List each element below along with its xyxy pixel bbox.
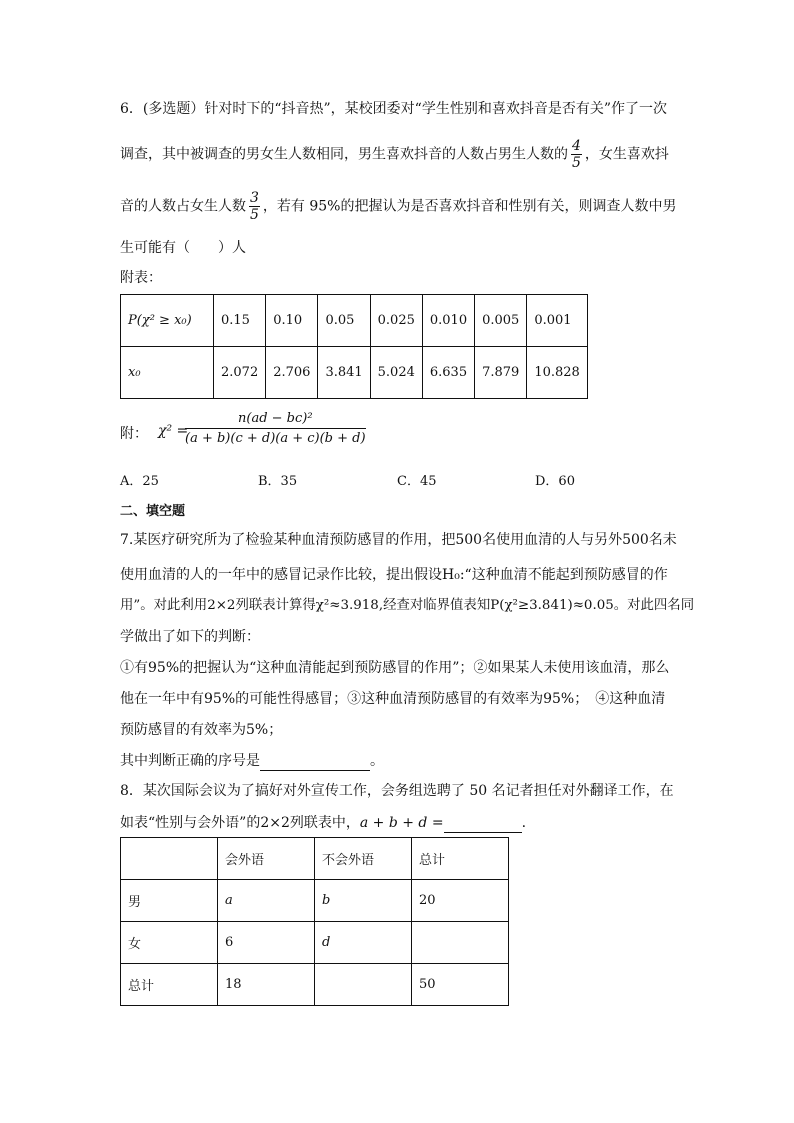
q7-line-8-end: 。	[370, 753, 384, 769]
table-cell: d	[315, 922, 412, 964]
table-cell: 男	[121, 880, 218, 922]
table-cell: 0.001	[527, 295, 588, 347]
q6-line-2a: 调查，其中被调查的男女生人数相同，男生喜欢抖音的人数占男生人数的	[120, 146, 568, 163]
table-cell: b	[315, 880, 412, 922]
q7-line-4: 学做出了如下的判断：	[120, 629, 260, 645]
q7-line-2: 使用血清的人的一年中的感冒记录作比较，提出假设H₀:“这种血清不能起到预防感冒的作	[120, 567, 668, 583]
chi-square-table	[120, 294, 588, 399]
q6-line-2	[120, 138, 669, 171]
table-cell: 会外语	[218, 838, 315, 880]
table-cell: 2.072	[214, 347, 266, 399]
fraction-3-5	[249, 190, 260, 223]
table-row	[121, 964, 509, 1006]
q6-line-3a: 音的人数占女生人数	[120, 198, 246, 215]
table-cell: 总计	[121, 964, 218, 1006]
table-cell: 不会外语	[315, 838, 412, 880]
option-b: B．35	[258, 474, 298, 489]
table-cell: 20	[412, 880, 509, 922]
q6-line-2b: ，女生喜欢抖	[584, 146, 669, 163]
q8-expression: a + b + d =	[359, 815, 444, 831]
q7-line-5: ①有95%的把握认为“这种血清能起到预防感冒的作用”；②如果某人未使用该血清，那么	[120, 660, 670, 676]
table-row	[121, 838, 509, 880]
table-header-label: P(χ² ≥ x₀)	[121, 295, 214, 347]
option-a: A．25	[120, 474, 159, 489]
table-cell: a	[218, 880, 315, 922]
table-cell: 6.635	[422, 347, 474, 399]
q8-line-2	[120, 813, 526, 833]
table-cell: 7.879	[475, 347, 527, 399]
table-cell: 0.15	[214, 295, 266, 347]
frac2-num: 3	[250, 190, 259, 206]
table-cell: 18	[218, 964, 315, 1006]
table-cell: 总计	[412, 838, 509, 880]
table-cell	[121, 838, 218, 880]
table-cell: 0.025	[370, 295, 422, 347]
formula-numerator: n(ad − bc)²	[185, 410, 366, 429]
q7-line-6: 他在一年中有95%的可能性得感冒；③这种血清预防感冒的有效率为95%； ④这种血清	[120, 691, 666, 707]
q6-line-1: 6．(多选题）针对时下的“抖音热”，某校团委对“学生性别和喜欢抖音是否有关”作了一次	[120, 101, 667, 117]
q8-line-2a: 如表“性别与会外语”的2×2列联表中，	[120, 815, 360, 831]
formula-lhs: χ² =	[158, 423, 189, 439]
chi-square-formula	[185, 410, 366, 449]
q8-line-2-end: .	[521, 815, 527, 831]
section-title: 二、填空题	[120, 504, 186, 519]
table-cell: 0.010	[422, 295, 474, 347]
fraction-4-5	[571, 138, 582, 171]
q7-line-8-text: 其中判断正确的序号是	[120, 753, 260, 769]
frac2-den: 5	[250, 207, 259, 223]
frac1-num: 4	[572, 138, 581, 154]
table-cell	[412, 922, 509, 964]
q7-line-7: 预防感冒的有效率为5%；	[120, 722, 283, 738]
table-cell: 2.706	[266, 347, 318, 399]
table-cell: 5.024	[370, 347, 422, 399]
option-c: C．45	[397, 474, 437, 489]
option-d: D．60	[535, 474, 575, 489]
q7-line-3: 用”。对此利用2×2列联表计算得χ²≈3.918,经查对临界值表知P(χ²≥3.841)≈0.05。对此四名同	[120, 598, 695, 613]
table-cell: 10.828	[527, 347, 588, 399]
q6-line-4: 生可能有（ ）人	[120, 240, 246, 256]
table-cell: 3.841	[318, 347, 370, 399]
table-cell: 0.005	[475, 295, 527, 347]
q7-line-8	[120, 751, 384, 771]
contingency-table	[120, 837, 509, 1006]
table-row2-label: x₀	[121, 347, 214, 399]
answer-blank	[260, 756, 370, 771]
q7-line-1: 7.某医疗研究所为了检验某种血清预防感冒的作用，把500名使用血清的人与另外500名未	[120, 532, 677, 548]
formula-label: 附：	[120, 426, 148, 442]
table-cell: 6	[218, 922, 315, 964]
answer-blank	[444, 818, 522, 833]
q6-line-3b: ，若有 95%的把握认为是否喜欢抖音和性别有关，则调查人数中男	[262, 198, 677, 215]
table-cell: 50	[412, 964, 509, 1006]
table-cell: 0.05	[318, 295, 370, 347]
table-cell: 0.10	[266, 295, 318, 347]
q6-line-3	[120, 190, 677, 223]
table-row	[121, 922, 509, 964]
formula-denominator: (a + b)(c + d)(a + c)(b + d)	[185, 431, 366, 446]
table-cell	[315, 964, 412, 1006]
appendix-label: 附表：	[120, 270, 162, 286]
table-row	[121, 347, 588, 399]
table-row	[121, 880, 509, 922]
table-row	[121, 295, 588, 347]
q8-line-1: 8．某次国际会议为了搞好对外宣传工作，会务组选聘了 50 名记者担任对外翻译工作，在	[120, 783, 674, 799]
table-cell: 女	[121, 922, 218, 964]
frac1-den: 5	[572, 155, 581, 171]
